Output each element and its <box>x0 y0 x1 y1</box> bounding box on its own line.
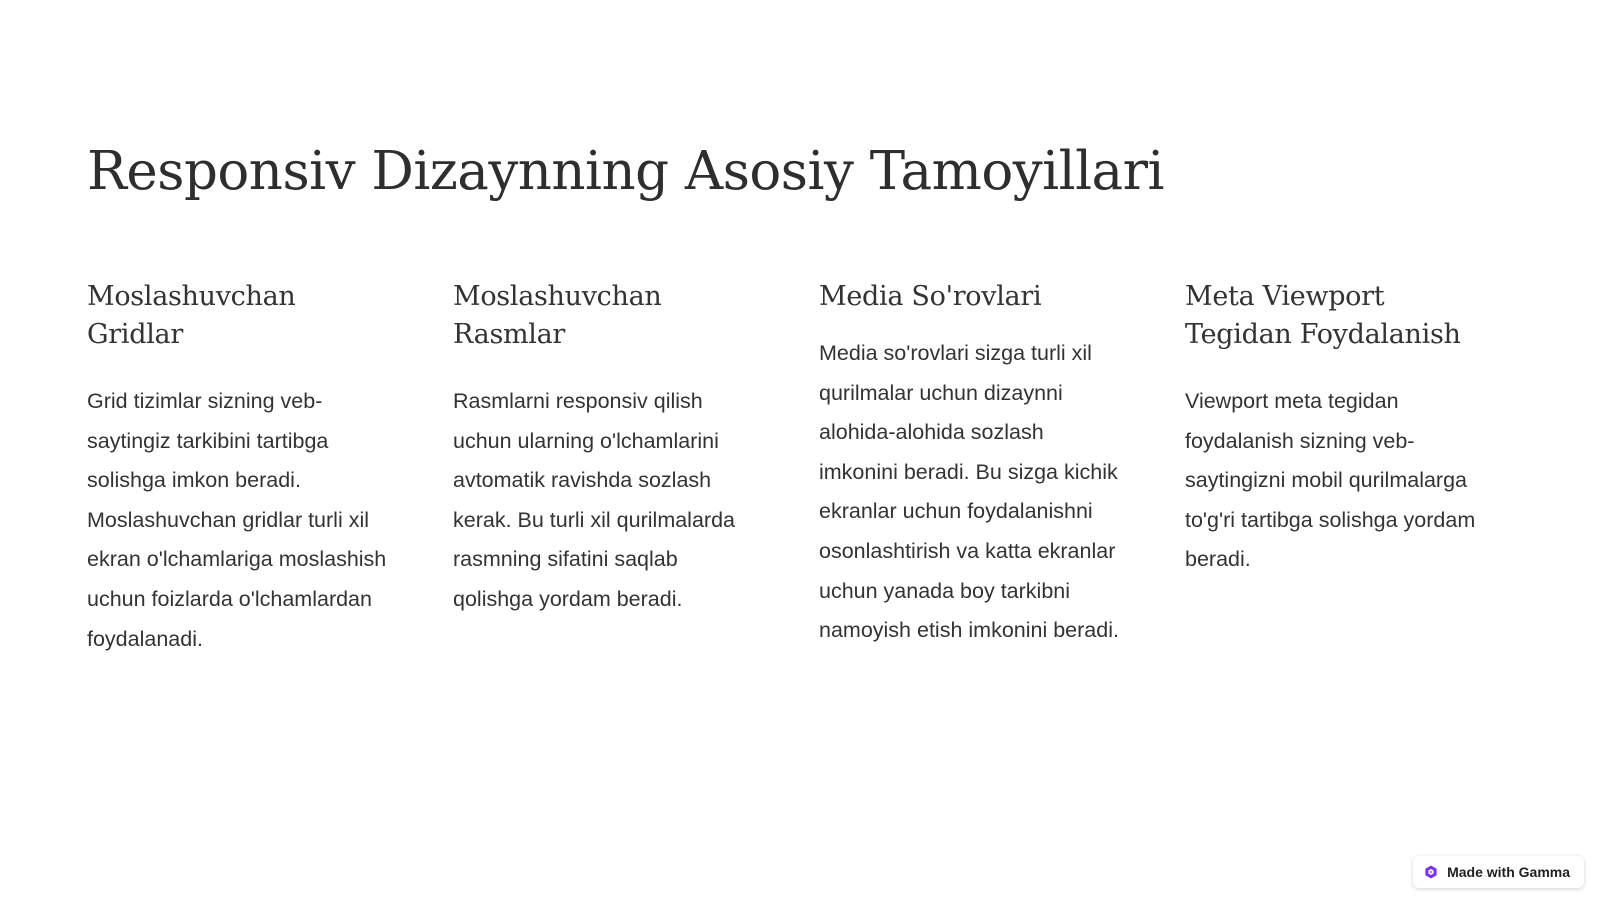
column-body: Media so'rovlari sizga turli xil qurilmalar uchun dizaynni alohida-alohida sozlash imkonini beradi. Bu sizga kichik ekranlar uchun foydalanishni osonlashtirish va katta ekranlar uchun yanada boy tarkibni namoyish etish imkonini beradi. <box>819 341 1119 643</box>
column-flexible-grids <box>87 278 387 659</box>
column-body: Grid tizimlar sizning veb-saytingiz tarkibini tartibga solishga imkon beradi. Moslashuvchan gridlar turli xil ekran o'lchamlariga moslashish uchun foizlarda o'lchamlardan foydalanadi. <box>87 389 387 651</box>
badge-label: Made with Gamma <box>1447 864 1570 880</box>
principles-columns <box>87 278 1497 659</box>
column-heading: Media So'rovlari <box>819 281 1042 312</box>
column-body: Rasmlarni responsiv qilish uchun ularning o'lchamlarini avtomatik ravishda sozlash kerak. Bu turli xil qurilmalarda rasmning sifatini saqlab qolishga yordam beradi. <box>453 389 735 611</box>
column-flexible-images <box>453 278 753 659</box>
column-heading: Meta Viewport Tegidan Foydalanish <box>1185 281 1461 350</box>
made-with-gamma-badge[interactable] <box>1413 856 1584 888</box>
column-heading: Moslashuvchan Rasmlar <box>453 281 662 350</box>
column-body: Viewport meta tegidan foydalanish sizning veb-saytingizni mobil qurilmalarga to'g'ri tartibga solishga yordam beradi. <box>1185 389 1476 572</box>
gamma-logo-icon <box>1423 864 1439 880</box>
column-meta-viewport <box>1185 278 1485 659</box>
slide-title: Responsiv Dizaynning Asosiy Tamoyillari <box>87 141 1164 202</box>
column-media-queries <box>819 278 1119 659</box>
column-heading: Moslashuvchan Gridlar <box>87 281 296 350</box>
